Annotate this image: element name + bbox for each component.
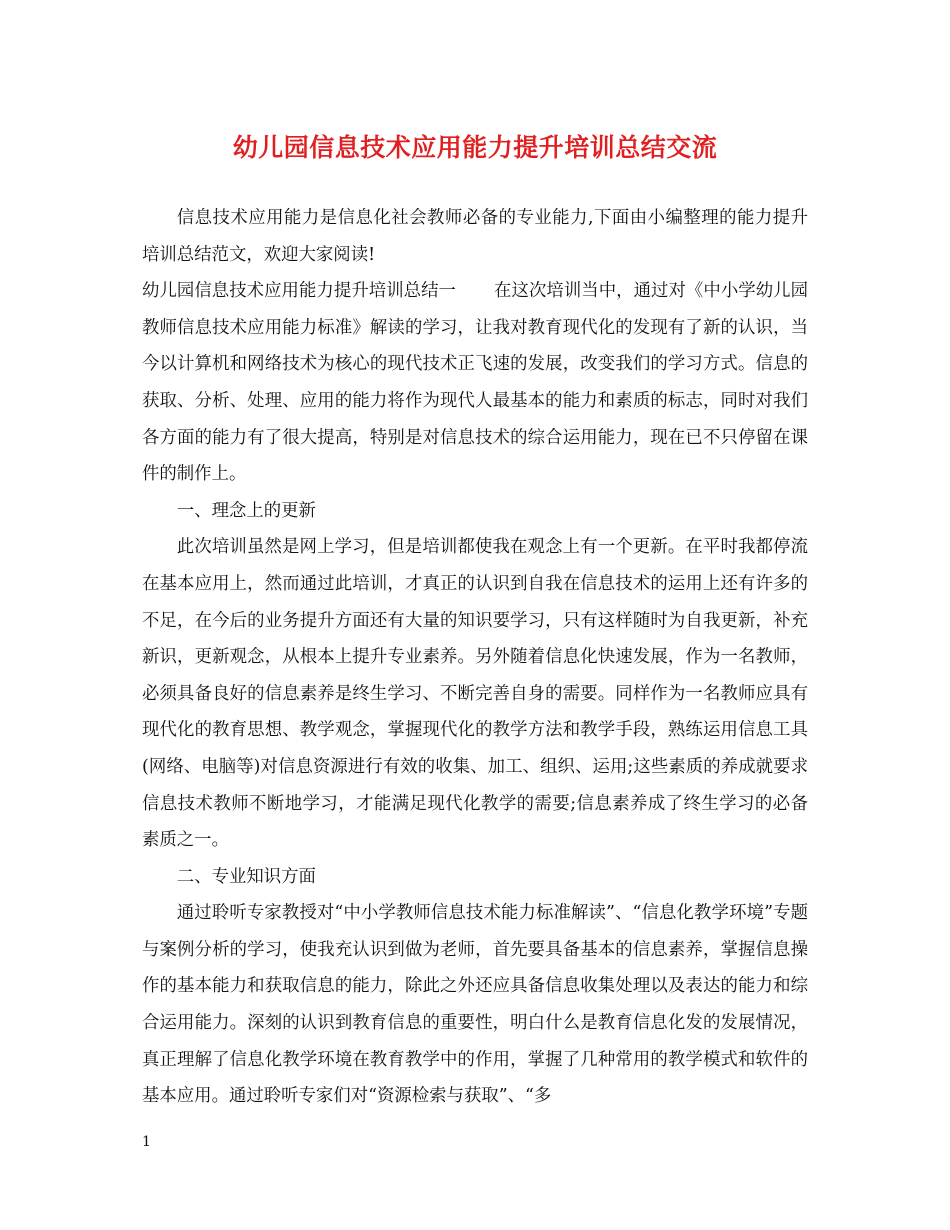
summary-body: 在这次培训当中，通过对《中小学幼儿园教师信息技术应用能力标准》解读的学习，让我对教育现代化的发现有了新的认识，当今以计算机和网络技术为核心的现代技术正飞速的发展，改变我们的学习方式。信息的获取、分析、处理、应用的能力将作为现代人最基本的能力和素质的标志，同时对我们各方面的能力有了很大提高，特别是对信息技术的综合运用能力，现在已不只停留在课件的制作上。 bbox=[142, 281, 808, 485]
section-body-2: 通过聆听专家教授对“中小学教师信息技术能力标准解读”、“信息化教学环境”专题与案例分析的学习，使我充认识到做为老师，首先要具备基本的信息素养，掌握信息操作的基本能力和获取信息的能力，除此之外还应具备信息收集处理以及表达的能力和综合运用能力。深刻的认识到教育信息的重要性，明白什么是教育信息化发的发展情况，真正理解了信息化教学环境在教育教学中的作用，掌握了几种常用的教学模式和软件的基本应用。通过聆听专家们对“资源检索与获取”、“多 bbox=[142, 903, 808, 1107]
page-number: 1 bbox=[142, 1134, 151, 1150]
intro-paragraph: 信息技术应用能力是信息化社会教师必备的专业能力,下面由小编整理的能力提升培训总结范文，欢迎大家阅读! bbox=[142, 208, 808, 265]
summary-heading: 幼儿园信息技术应用能力提升培训总结一 bbox=[142, 281, 456, 302]
section-heading-1: 一、理念上的更新 bbox=[176, 500, 316, 521]
summary-paragraph bbox=[142, 273, 808, 493]
section-body-1: 此次培训虽然是网上学习，但是培训都使我在观念上有一个更新。在平时我都停流在基本应用上，然而通过此培训，才真正的认识到自我在信息技术的运用上还有许多的不足，在今后的业务提升方面还有大量的知识要学习，只有这样随时为自我更新，补充新识，更新观念，从根本上提升专业素养。另外随着信息化快速发展，作为一名教师，必须具备良好的信息素养是终生学习、不断完善自身的需要。同样作为一名教师应具有现代化的教育思想、教学观念，掌握现代化的教学方法和教学手段，熟练运用信息工具(网络、电脑等)对信息资源进行有效的收集、加工、组织、运用;这些素质的养成就要求信息技术教师不断地学习，才能满足现代化教学的需要;信息素养成了终生学习的必备素质之一。 bbox=[142, 537, 808, 851]
document-body bbox=[142, 200, 808, 1115]
document-title: 幼儿园信息技术应用能力提升培训总结交流 bbox=[232, 133, 718, 162]
section-heading-2: 二、专业知识方面 bbox=[176, 866, 316, 887]
